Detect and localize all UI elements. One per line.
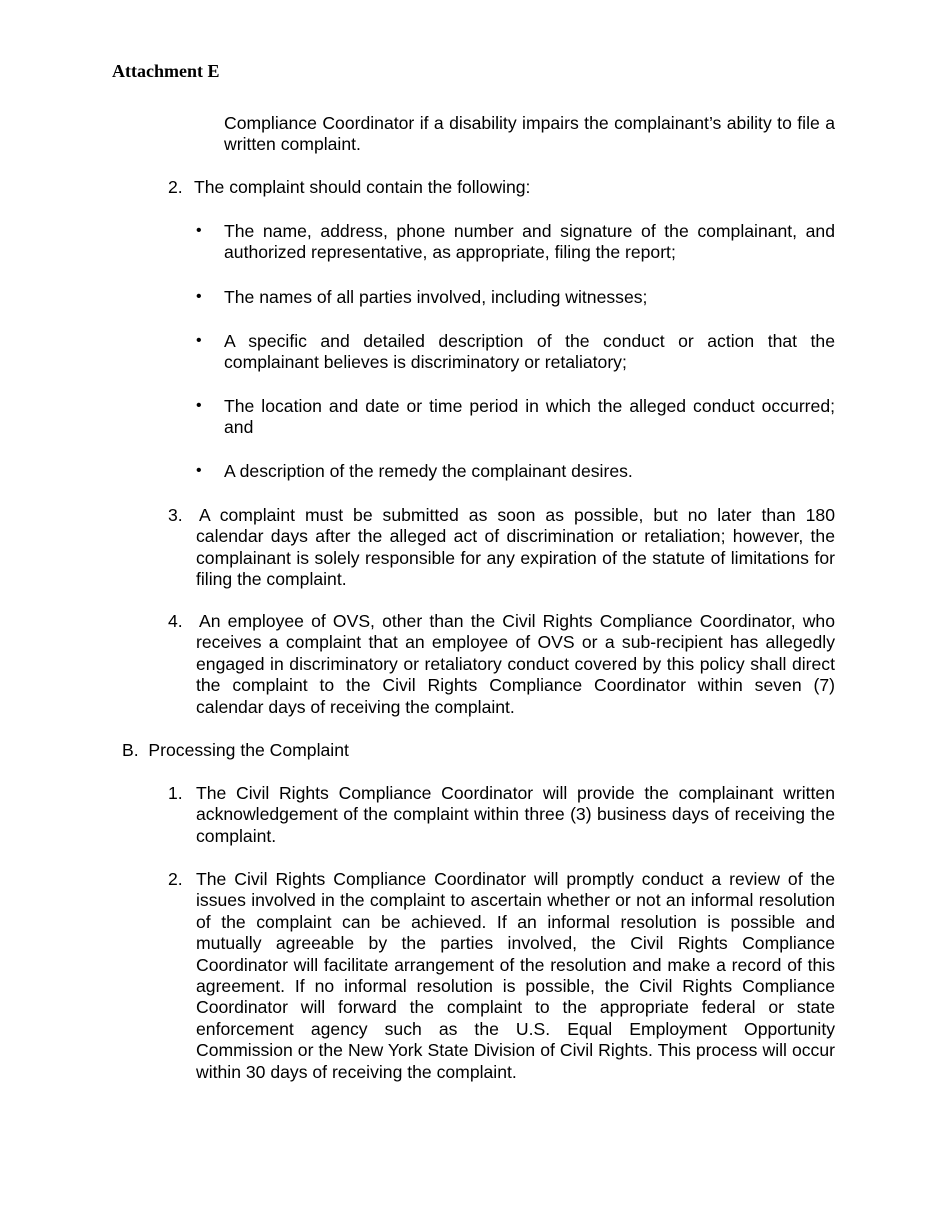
bullet-text: The name, address, phone number and signature of the complainant, and authorized representative, as appropriate, filing the report; [224, 221, 835, 263]
bullet-text: A description of the remedy the complainant desires. [224, 461, 633, 481]
bullet-icon: • [196, 222, 202, 239]
item1-continuation-text: Compliance Coordinator if a disability impairs the complainant’s ability to file a written complaint. [224, 113, 835, 155]
bullet-text: The location and date or time period in which the alleged conduct occurred; and [224, 396, 835, 438]
bullet-icon: • [196, 462, 202, 479]
attachment-heading: Attachment E [112, 61, 220, 81]
item3-text: A complaint must be submitted as soon as possible, but no later than 180 calendar days after the alleged act of discrimination or retaliation; however, the complainant is solely responsible for any expiration of the statute of limitations for filing the complaint. [196, 505, 835, 590]
item4-text: An employee of OVS, other than the Civil Rights Compliance Coordinator, who receives a complaint that an employee of OVS or a sub-recipient has allegedly engaged in discriminatory or retaliatory conduct covered by this policy shall direct the complaint to the Civil Rights Compliance Coordinator within seven (7) calendar days of receiving the complaint. [196, 611, 835, 717]
b-item2-text: The Civil Rights Compliance Coordinator will promptly conduct a review of the issues involved in the complaint to ascertain whether or not an informal resolution of the complaint can be achieved. If an informal resolution is possible and mutually agreeable by the parties involved, the Civil Rights Compliance Coordinator will facilitate arrangement of the resolution and make a record of this agreement. If no informal resolution is possible, the Civil Rights Compliance Coordinator will forward the complaint to the appropriate federal or state enforcement agency such as the U.S. Equal Employment Opportunity Commission or the New York State Division of Civil Rights. This process will occur within 30 days of receiving the complaint. [196, 869, 835, 1082]
section-b-heading: B. Processing the Complaint [122, 740, 349, 760]
item3-marker: 3. [168, 505, 183, 525]
b-item1-marker: 1. [168, 783, 183, 803]
bullet-icon: • [196, 332, 202, 349]
bullet-icon: • [196, 288, 202, 305]
item4-marker: 4. [168, 611, 183, 631]
bullet-icon: • [196, 397, 202, 414]
b-item1-text: The Civil Rights Compliance Coordinator will provide the complainant written acknowledgement of the complaint within three (3) business days of receiving the complaint. [196, 783, 835, 846]
bullet-text: The names of all parties involved, including witnesses; [224, 287, 648, 307]
bullet-text: A specific and detailed description of the conduct or action that the complainant believes is discriminatory or retaliatory; [224, 331, 835, 373]
item2-text: The complaint should contain the following: [194, 177, 531, 197]
b-item2-marker: 2. [168, 869, 183, 889]
item2-marker: 2. [168, 177, 183, 197]
